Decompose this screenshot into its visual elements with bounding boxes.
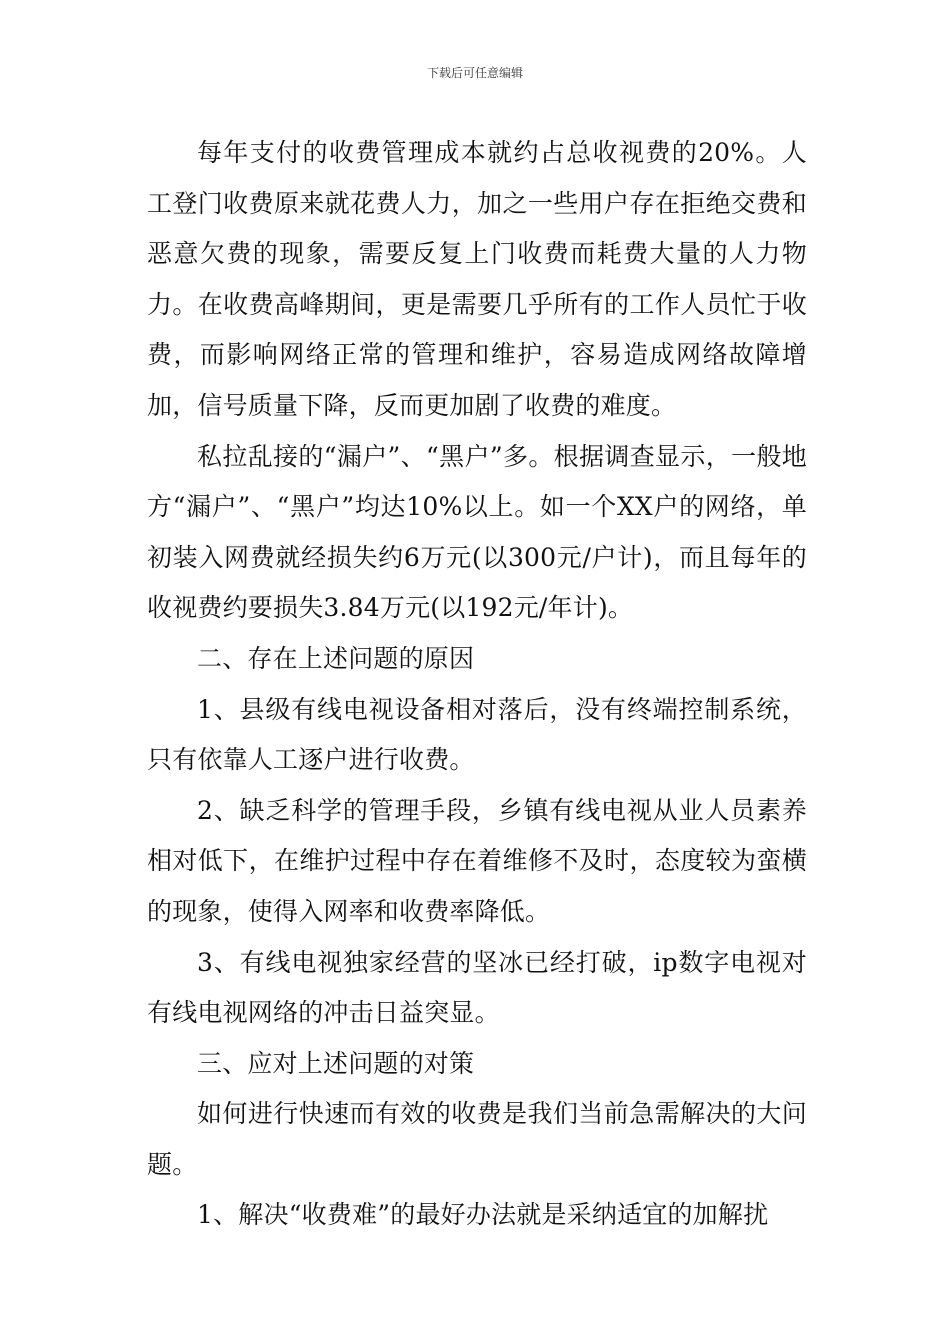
paragraph-cause-3: 3、有线电视独家经营的坚冰已经打破，ip数字电视对有线电视网络的冲击日益突显。 (147, 947, 807, 1028)
section-heading-countermeasures: 三、应对上述问题的对策 (197, 1048, 475, 1078)
paragraph-unregistered-users: 私拉乱接的“漏户”、“黑户”多。根据调查显示，一般地方“漏户”、“黑户”均达10%以上。如一个XX户的网络，单初装入网费就经损失约6万元(以300元/户计)，而且每年的收视费约要损失3.84万元(以192元/年计)。 (147, 441, 807, 623)
document-body (147, 128, 807, 1241)
paragraph-cause-2: 2、缺乏科学的管理手段，乡镇有线电视从业人员素养相对低下，在维护过程中存在着维修不及时，态度较为蛮横的现象，使得入网率和收费率降低。 (147, 795, 807, 926)
paragraph-collection-cost: 每年支付的收费管理成本就约占总收视费的20%。人工登门收费原来就花费人力，加之一些用户存在拒绝交费和恶意欠费的现象，需要反复上门收费而耗费大量的人力物力。在收费高峰期间，更是需要几乎所有的工作人员忙于收费，而影响网络正常的管理和维护，容易造成网络故障增加，信号质量下降，反而更加剧了收费的难度。 (147, 138, 807, 420)
paragraph-countermeasure-1: 1、解决“收费难”的最好办法就是采纳适宜的加解扰 (197, 1200, 769, 1230)
section-heading-causes: 二、存在上述问题的原因 (197, 643, 475, 673)
header-note: 下载后可任意编辑 (426, 66, 523, 80)
paragraph-countermeasure-intro: 如何进行快速而有效的收费是我们当前急需解决的大问题。 (147, 1099, 807, 1179)
paragraph-cause-1: 1、县级有线电视设备相对落后，没有终端控制系统，只有依靠人工逐户进行收费。 (147, 694, 807, 775)
